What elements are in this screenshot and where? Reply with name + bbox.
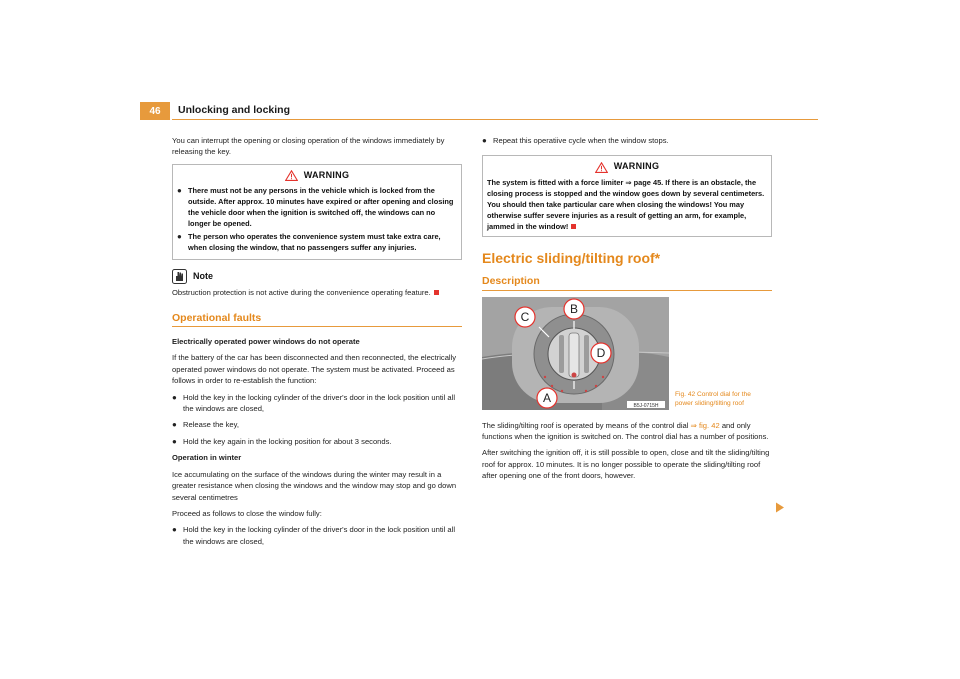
list-item-text: Release the key,	[183, 420, 239, 430]
note-text	[172, 287, 462, 298]
figure-code: B5J-0715H	[633, 402, 659, 409]
page-number: 46	[140, 102, 170, 120]
figure-caption: Fig. 42 Control dial for the power sliding/tilting roof	[675, 390, 751, 407]
warning-text-end: page 45. If there is an obstacle, the closing process is stopped and the window goes down by several centimeters. You should then take particular care when closing the windows! You may otherwise suffer severe injuries as a result of getting an arm, for example, jammed in the window!	[487, 177, 765, 231]
warning-body	[177, 185, 457, 253]
warning-title-row	[487, 161, 767, 172]
arrow-icon: ⇒	[625, 177, 632, 187]
warning-triangle-icon	[595, 162, 608, 173]
bullet-icon: ●	[177, 186, 182, 196]
callout-d-label: D	[596, 345, 606, 360]
para1-end: and only functions when the ignition is switched on. The control dial has a number of positions.	[482, 420, 769, 442]
header-rule	[172, 119, 818, 120]
description-paragraph-2: After switching the ignition off, it is still possible to open, close and tilt the sliding/tilting roof for approx. 10 minutes. It is no longer possible to operate the sliding/tilting roof after opening one of the front doors, however.	[482, 448, 770, 481]
bullet-icon: ●	[172, 525, 177, 535]
warning-text-start: The system is fitted with a force limiter	[487, 177, 626, 187]
callout-b-label: B	[569, 301, 579, 316]
operational-faults-heading: Operational faults	[172, 311, 262, 324]
figure-42	[482, 297, 772, 410]
bullet-icon: ●	[172, 420, 177, 430]
warning-title: WARNING	[303, 169, 350, 180]
callout-a-label: A	[542, 390, 552, 405]
section-rule	[172, 326, 462, 327]
winter-text: Ice accumulating on the surface of the windows during the winter may result in a greater resistance when closing the windows and the window may stop and go down several centimetres	[172, 469, 457, 502]
bullet-icon: ●	[177, 232, 182, 242]
note-hand-icon	[172, 269, 187, 284]
end-mark-icon	[434, 290, 439, 295]
warning-item-text: There must not be any persons in the vehicle which is locked from the outside. After approx. 10 minutes have expired or after opening and closing the vehicle door when the ignition is switched off, the windows can no longer be opened.	[188, 186, 454, 229]
power-windows-text: If the battery of the car has been disconnected and then reconnected, the electrically operated power windows do not operate. The system must be activated. Proceed as follows in order to re-establish the function:	[172, 353, 457, 386]
warning-item	[177, 231, 457, 253]
power-windows-heading: Electrically operated power windows do not operate	[172, 337, 360, 347]
note-title: Note	[193, 271, 213, 282]
description-paragraph-1	[482, 420, 772, 443]
list-item-text: Repeat this operatiive cycle when the window stops.	[493, 136, 669, 145]
list-item-text: Hold the key in the locking cylinder of the driver's door in the lock position until all the windows are closed,	[183, 525, 456, 546]
note-text-content: Obstruction protection is not active during the convenience operating feature.	[172, 288, 431, 298]
right-column	[482, 135, 772, 487]
list-item-text: Hold the key again in the locking position for about 3 seconds.	[183, 436, 392, 446]
end-mark-icon	[571, 224, 576, 229]
warning-box-left	[172, 164, 462, 260]
control-dial-illustration	[482, 297, 669, 410]
description-heading: Description	[482, 275, 540, 288]
list-item	[482, 135, 772, 146]
note-title-row	[172, 269, 462, 284]
section-rule	[482, 290, 772, 291]
winter-proceed: Proceed as follows to close the window fully:	[172, 508, 322, 518]
warning-box-right	[482, 155, 772, 236]
warning-title-row	[177, 170, 457, 181]
warning-item	[177, 185, 457, 229]
bullet-icon: ●	[172, 436, 177, 446]
warning-title: WARNING	[613, 161, 660, 172]
para1-start: The sliding/tilting roof is operated by means of the control dial	[482, 420, 691, 430]
list-item	[172, 436, 462, 447]
left-column	[172, 135, 462, 552]
list-item	[172, 392, 462, 415]
warning-triangle-icon	[285, 170, 298, 181]
winter-heading: Operation in winter	[172, 453, 242, 463]
intro-paragraph: You can interrupt the opening or closing operation of the windows immediately by releasing the key.	[172, 136, 445, 157]
chapter-heading: Electric sliding/tilting roof*	[482, 249, 661, 266]
running-title: Unlocking and locking	[178, 104, 291, 116]
callout-c-label: C	[520, 309, 530, 324]
warning-body	[487, 177, 767, 232]
warning-item-text: The person who operates the convenience system must take extra care, when closing the window, that no passengers suffer any injuries.	[188, 232, 441, 253]
list-item	[172, 524, 462, 547]
list-item-text: Hold the key in the locking cylinder of the driver's door in the lock position until all the windows are closed,	[183, 392, 456, 414]
figure-reference-link[interactable]: ⇒ fig. 42	[690, 420, 720, 430]
next-page-arrow-icon[interactable]	[775, 502, 785, 513]
list-item	[172, 419, 462, 430]
bullet-icon: ●	[172, 392, 177, 402]
bullet-icon: ●	[482, 136, 487, 145]
